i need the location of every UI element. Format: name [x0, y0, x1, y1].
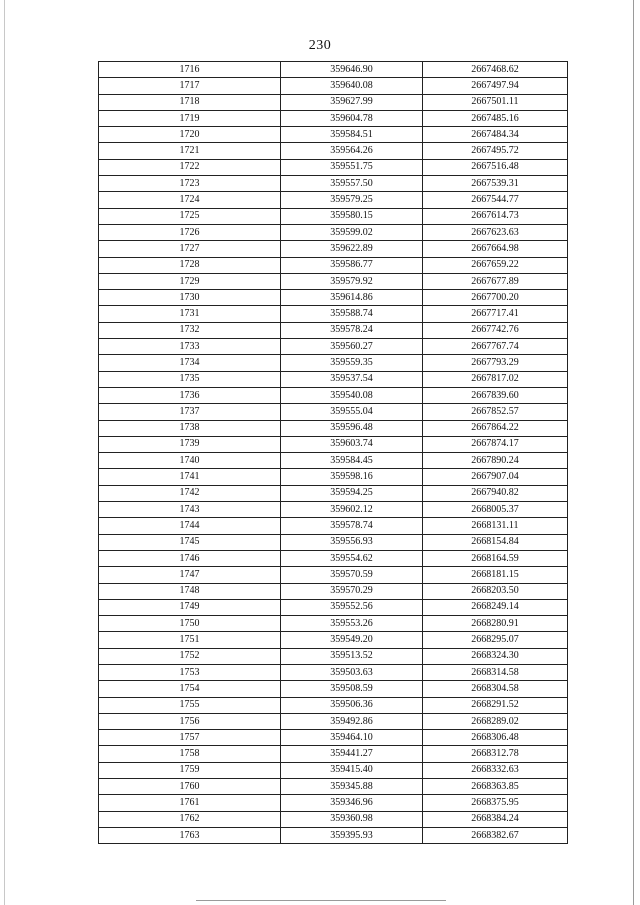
y-coordinate-cell: 2668289.02 — [423, 713, 568, 729]
x-coordinate-cell: 359503.63 — [281, 664, 423, 680]
point-number-cell: 1716 — [99, 62, 281, 78]
point-number-cell: 1731 — [99, 306, 281, 322]
y-coordinate-cell: 2667864.22 — [423, 420, 568, 436]
point-number-cell: 1737 — [99, 404, 281, 420]
table-row — [99, 62, 568, 78]
table-row — [99, 241, 568, 257]
y-coordinate-cell: 2667484.34 — [423, 127, 568, 143]
point-number-cell: 1750 — [99, 616, 281, 632]
table-row — [99, 599, 568, 615]
y-coordinate-cell: 2668384.24 — [423, 811, 568, 827]
table-row — [99, 518, 568, 534]
point-number-cell: 1749 — [99, 599, 281, 615]
x-coordinate-cell: 359622.89 — [281, 241, 423, 257]
y-coordinate-cell: 2667544.77 — [423, 192, 568, 208]
point-number-cell: 1729 — [99, 273, 281, 289]
page-number: 230 — [308, 38, 332, 53]
x-coordinate-cell: 359549.20 — [281, 632, 423, 648]
point-number-cell: 1720 — [99, 127, 281, 143]
point-number-cell: 1727 — [99, 241, 281, 257]
table-row — [99, 371, 568, 387]
table-row — [99, 567, 568, 583]
table-row — [99, 779, 568, 795]
y-coordinate-cell: 2667516.48 — [423, 159, 568, 175]
x-coordinate-cell: 359627.99 — [281, 94, 423, 110]
y-coordinate-cell: 2667700.20 — [423, 290, 568, 306]
point-number-cell: 1744 — [99, 518, 281, 534]
y-coordinate-cell: 2667664.98 — [423, 241, 568, 257]
y-coordinate-cell: 2667659.22 — [423, 257, 568, 273]
table-row — [99, 404, 568, 420]
x-coordinate-cell: 359346.96 — [281, 795, 423, 811]
point-number-cell: 1721 — [99, 143, 281, 159]
table-row — [99, 811, 568, 827]
point-number-cell: 1763 — [99, 827, 281, 843]
point-number-cell: 1728 — [99, 257, 281, 273]
point-number-cell: 1748 — [99, 583, 281, 599]
table-row — [99, 502, 568, 518]
y-coordinate-cell: 2668324.30 — [423, 648, 568, 664]
y-coordinate-cell: 2668382.67 — [423, 827, 568, 843]
y-coordinate-cell: 2668131.11 — [423, 518, 568, 534]
table-row — [99, 159, 568, 175]
y-coordinate-cell: 2667485.16 — [423, 110, 568, 126]
x-coordinate-cell: 359579.25 — [281, 192, 423, 208]
x-coordinate-cell: 359640.08 — [281, 78, 423, 94]
table-row — [99, 746, 568, 762]
y-coordinate-cell: 2668332.63 — [423, 762, 568, 778]
point-number-cell: 1756 — [99, 713, 281, 729]
y-coordinate-cell: 2668164.59 — [423, 550, 568, 566]
x-coordinate-cell: 359553.26 — [281, 616, 423, 632]
y-coordinate-cell: 2667793.29 — [423, 355, 568, 371]
point-number-cell: 1734 — [99, 355, 281, 371]
table-row — [99, 648, 568, 664]
y-coordinate-cell: 2668181.15 — [423, 567, 568, 583]
point-number-cell: 1760 — [99, 779, 281, 795]
y-coordinate-cell: 2668154.84 — [423, 534, 568, 550]
table-row — [99, 273, 568, 289]
table-row — [99, 583, 568, 599]
x-coordinate-cell: 359441.27 — [281, 746, 423, 762]
table-row — [99, 257, 568, 273]
y-coordinate-cell: 2667495.72 — [423, 143, 568, 159]
x-coordinate-cell: 359584.51 — [281, 127, 423, 143]
point-number-cell: 1735 — [99, 371, 281, 387]
table-row — [99, 224, 568, 240]
table-row — [99, 827, 568, 843]
point-number-cell: 1718 — [99, 94, 281, 110]
x-coordinate-cell: 359557.50 — [281, 176, 423, 192]
x-coordinate-cell: 359604.78 — [281, 110, 423, 126]
y-coordinate-cell: 2667623.63 — [423, 224, 568, 240]
point-number-cell: 1730 — [99, 290, 281, 306]
table-row — [99, 469, 568, 485]
point-number-cell: 1757 — [99, 730, 281, 746]
x-coordinate-cell: 359579.92 — [281, 273, 423, 289]
point-number-cell: 1722 — [99, 159, 281, 175]
table-row — [99, 485, 568, 501]
page-left-edge — [4, 0, 5, 905]
y-coordinate-cell: 2668203.50 — [423, 583, 568, 599]
table-row — [99, 664, 568, 680]
x-coordinate-cell: 359599.02 — [281, 224, 423, 240]
point-number-cell: 1747 — [99, 567, 281, 583]
x-coordinate-cell: 359602.12 — [281, 502, 423, 518]
y-coordinate-cell: 2667717.41 — [423, 306, 568, 322]
table-row — [99, 534, 568, 550]
table-row — [99, 78, 568, 94]
table-row — [99, 143, 568, 159]
table-row — [99, 387, 568, 403]
x-coordinate-cell: 359570.29 — [281, 583, 423, 599]
point-number-cell: 1755 — [99, 697, 281, 713]
x-coordinate-cell: 359360.98 — [281, 811, 423, 827]
point-number-cell: 1719 — [99, 110, 281, 126]
x-coordinate-cell: 359508.59 — [281, 681, 423, 697]
x-coordinate-cell: 359578.24 — [281, 322, 423, 338]
y-coordinate-cell: 2667767.74 — [423, 339, 568, 355]
y-coordinate-cell: 2668306.48 — [423, 730, 568, 746]
table-row — [99, 127, 568, 143]
point-number-cell: 1745 — [99, 534, 281, 550]
table-row — [99, 453, 568, 469]
point-number-cell: 1741 — [99, 469, 281, 485]
table-row — [99, 713, 568, 729]
x-coordinate-cell: 359570.59 — [281, 567, 423, 583]
x-coordinate-cell: 359554.62 — [281, 550, 423, 566]
table-row — [99, 110, 568, 126]
table-row — [99, 192, 568, 208]
point-number-cell: 1717 — [99, 78, 281, 94]
x-coordinate-cell: 359646.90 — [281, 62, 423, 78]
table-row — [99, 208, 568, 224]
y-coordinate-cell: 2667852.57 — [423, 404, 568, 420]
y-coordinate-cell: 2668304.58 — [423, 681, 568, 697]
table-row — [99, 290, 568, 306]
point-number-cell: 1742 — [99, 485, 281, 501]
point-number-cell: 1736 — [99, 387, 281, 403]
y-coordinate-cell: 2667874.17 — [423, 436, 568, 452]
point-number-cell: 1746 — [99, 550, 281, 566]
point-number-cell: 1752 — [99, 648, 281, 664]
point-number-cell: 1759 — [99, 762, 281, 778]
point-number-cell: 1725 — [99, 208, 281, 224]
table-row — [99, 94, 568, 110]
point-number-cell: 1732 — [99, 322, 281, 338]
table-row — [99, 355, 568, 371]
x-coordinate-cell: 359415.40 — [281, 762, 423, 778]
x-coordinate-cell: 359598.16 — [281, 469, 423, 485]
table-row — [99, 550, 568, 566]
table-row — [99, 632, 568, 648]
y-coordinate-cell: 2667501.11 — [423, 94, 568, 110]
point-number-cell: 1724 — [99, 192, 281, 208]
x-coordinate-cell: 359586.77 — [281, 257, 423, 273]
x-coordinate-cell: 359555.04 — [281, 404, 423, 420]
x-coordinate-cell: 359506.36 — [281, 697, 423, 713]
table-row — [99, 322, 568, 338]
point-number-cell: 1723 — [99, 176, 281, 192]
x-coordinate-cell: 359552.56 — [281, 599, 423, 615]
x-coordinate-cell: 359492.86 — [281, 713, 423, 729]
point-number-cell: 1726 — [99, 224, 281, 240]
point-number-cell: 1743 — [99, 502, 281, 518]
x-coordinate-cell: 359551.75 — [281, 159, 423, 175]
point-number-cell: 1754 — [99, 681, 281, 697]
x-coordinate-cell: 359537.54 — [281, 371, 423, 387]
table-row — [99, 697, 568, 713]
x-coordinate-cell: 359564.26 — [281, 143, 423, 159]
table-row — [99, 616, 568, 632]
page-bottom-line — [196, 900, 446, 901]
x-coordinate-cell: 359560.27 — [281, 339, 423, 355]
y-coordinate-cell: 2668363.85 — [423, 779, 568, 795]
x-coordinate-cell: 359588.74 — [281, 306, 423, 322]
coordinates-table-body — [99, 62, 568, 844]
x-coordinate-cell: 359584.45 — [281, 453, 423, 469]
table-row — [99, 176, 568, 192]
table-row — [99, 306, 568, 322]
table-row — [99, 420, 568, 436]
x-coordinate-cell: 359513.52 — [281, 648, 423, 664]
y-coordinate-cell: 2667497.94 — [423, 78, 568, 94]
page-right-edge — [633, 0, 634, 905]
table-row — [99, 795, 568, 811]
x-coordinate-cell: 359464.10 — [281, 730, 423, 746]
y-coordinate-cell: 2667468.62 — [423, 62, 568, 78]
x-coordinate-cell: 359556.93 — [281, 534, 423, 550]
point-number-cell: 1753 — [99, 664, 281, 680]
y-coordinate-cell: 2667742.76 — [423, 322, 568, 338]
x-coordinate-cell: 359345.88 — [281, 779, 423, 795]
y-coordinate-cell: 2668295.07 — [423, 632, 568, 648]
y-coordinate-cell: 2668291.52 — [423, 697, 568, 713]
y-coordinate-cell: 2667839.60 — [423, 387, 568, 403]
point-number-cell: 1762 — [99, 811, 281, 827]
table-row — [99, 762, 568, 778]
y-coordinate-cell: 2668249.14 — [423, 599, 568, 615]
y-coordinate-cell: 2667677.89 — [423, 273, 568, 289]
y-coordinate-cell: 2667539.31 — [423, 176, 568, 192]
table-row — [99, 730, 568, 746]
x-coordinate-cell: 359594.25 — [281, 485, 423, 501]
point-number-cell: 1758 — [99, 746, 281, 762]
y-coordinate-cell: 2667940.82 — [423, 485, 568, 501]
coordinates-table — [98, 61, 568, 844]
x-coordinate-cell: 359395.93 — [281, 827, 423, 843]
x-coordinate-cell: 359580.15 — [281, 208, 423, 224]
x-coordinate-cell: 359578.74 — [281, 518, 423, 534]
y-coordinate-cell: 2668312.78 — [423, 746, 568, 762]
y-coordinate-cell: 2668375.95 — [423, 795, 568, 811]
table-row — [99, 436, 568, 452]
point-number-cell: 1761 — [99, 795, 281, 811]
x-coordinate-cell: 359559.35 — [281, 355, 423, 371]
x-coordinate-cell: 359614.86 — [281, 290, 423, 306]
y-coordinate-cell: 2668314.58 — [423, 664, 568, 680]
y-coordinate-cell: 2667907.04 — [423, 469, 568, 485]
point-number-cell: 1739 — [99, 436, 281, 452]
point-number-cell: 1740 — [99, 453, 281, 469]
point-number-cell: 1751 — [99, 632, 281, 648]
point-number-cell: 1733 — [99, 339, 281, 355]
table-row — [99, 339, 568, 355]
y-coordinate-cell: 2667817.02 — [423, 371, 568, 387]
x-coordinate-cell: 359596.48 — [281, 420, 423, 436]
y-coordinate-cell: 2667890.24 — [423, 453, 568, 469]
x-coordinate-cell: 359603.74 — [281, 436, 423, 452]
y-coordinate-cell: 2668005.37 — [423, 502, 568, 518]
point-number-cell: 1738 — [99, 420, 281, 436]
x-coordinate-cell: 359540.08 — [281, 387, 423, 403]
y-coordinate-cell: 2667614.73 — [423, 208, 568, 224]
y-coordinate-cell: 2668280.91 — [423, 616, 568, 632]
table-row — [99, 681, 568, 697]
